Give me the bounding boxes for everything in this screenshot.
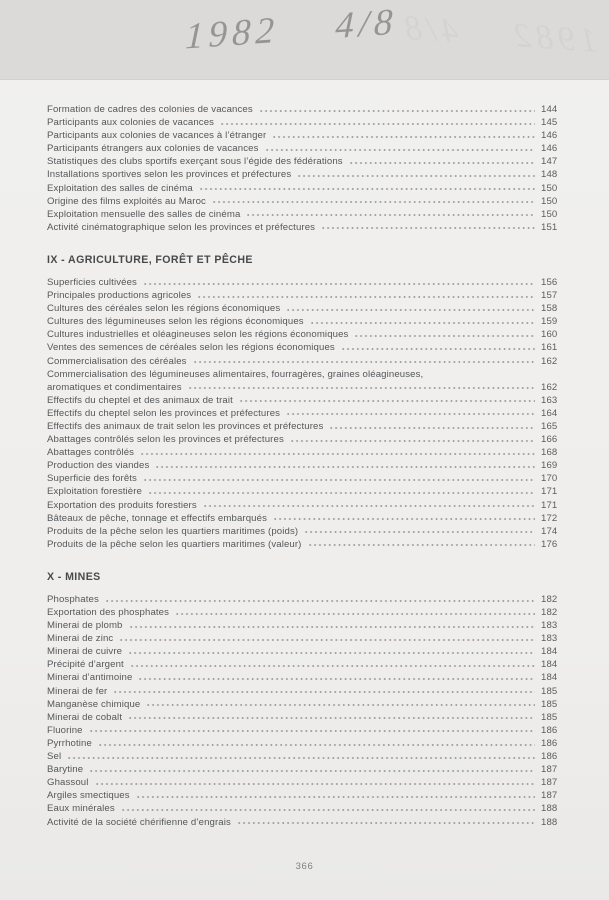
toc-entry-page: 174 — [541, 525, 558, 537]
toc-entry-page: 147 — [541, 156, 558, 168]
dot-leader — [129, 652, 535, 654]
toc-entry-page: 185 — [541, 685, 558, 697]
toc-entry — [47, 420, 567, 433]
toc-entry — [47, 776, 567, 789]
dot-leader — [147, 704, 535, 706]
toc-entry-title: Phosphates — [47, 593, 99, 605]
toc-entry-page: 182 — [541, 607, 558, 618]
toc-entry-title: Commercialisation des céréales — [47, 355, 187, 367]
toc-entry — [47, 195, 567, 208]
dot-leader — [355, 335, 535, 337]
toc-entry-title: Principales productions agricoles — [47, 290, 192, 302]
dot-leader — [149, 492, 535, 494]
dot-leader — [176, 613, 535, 615]
toc-entry — [47, 155, 567, 168]
dot-leader — [287, 413, 535, 415]
dot-leader — [213, 201, 535, 203]
toc-entry — [47, 538, 567, 551]
toc-entry-page: 185 — [541, 698, 558, 710]
toc-entry-title: Superficies cultivées — [47, 276, 137, 288]
toc-entry-page: 188 — [541, 803, 558, 815]
toc-entry-page: 165 — [541, 420, 558, 432]
toc-entry-title: Commercialisation des légumineuses alimentaires, fourragères, graines oléagineuses, — [47, 368, 424, 380]
dot-leader — [221, 123, 535, 125]
toc-entry — [47, 750, 567, 763]
toc-entry-title: Exploitation forestière — [47, 486, 143, 498]
toc-entry — [47, 645, 567, 658]
toc-entry — [47, 499, 567, 512]
toc-entry-title: Minerai de zinc — [47, 633, 114, 645]
toc-entry-page: 158 — [541, 303, 558, 315]
page-number-footer: 366 — [295, 861, 314, 872]
toc-entry — [47, 593, 567, 606]
toc-entry-title: Participants aux colonies de vacances — [47, 117, 215, 129]
toc-entry — [47, 129, 567, 142]
toc-entry — [47, 685, 567, 698]
dot-leader — [156, 466, 535, 468]
dot-leader — [322, 227, 535, 229]
toc-entry-page: 166 — [541, 434, 558, 446]
toc-entry — [47, 168, 567, 181]
dot-leader — [141, 453, 535, 455]
toc-entry — [47, 525, 567, 538]
toc-entry — [47, 724, 567, 737]
toc-entry — [47, 802, 567, 815]
dot-leader — [137, 796, 535, 798]
toc-entry — [47, 407, 567, 420]
toc-entry-page: 144 — [541, 104, 558, 115]
toc-entry — [47, 341, 567, 354]
toc-entry-title: Activité cinématographique selon les provinces et préfectures — [47, 221, 316, 233]
toc-entry — [47, 276, 567, 289]
toc-entry — [47, 816, 567, 829]
toc-entry-title: Origine des films exploités au Maroc — [47, 195, 206, 207]
toc-entry-page: 150 — [541, 195, 558, 207]
toc-entry-title: Effectifs du cheptel selon les provinces et préfectures — [47, 407, 281, 419]
toc-entry-title: Exploitation des salles de cinéma — [47, 182, 193, 194]
dot-leader — [198, 296, 535, 298]
toc-entry-title: aromatiques et condimentaires — [47, 381, 182, 393]
toc-entry-page: 162 — [541, 355, 558, 367]
dot-leader — [139, 678, 535, 680]
toc-entry — [47, 355, 567, 368]
toc-entry-page: 176 — [541, 538, 558, 550]
toc-entry-title: Fluorine — [47, 724, 83, 736]
toc-entry — [47, 737, 567, 750]
toc-entry-title: Superficie des forêts — [47, 473, 137, 485]
section-heading: X - MINES — [47, 570, 101, 583]
toc-entry-title: Manganèse chimique — [47, 698, 141, 710]
toc-entry-page: 187 — [541, 777, 558, 789]
section-heading: IX - AGRICULTURE, FORÊT ET PÊCHE — [47, 253, 253, 266]
toc-entry — [47, 142, 567, 155]
toc-entry — [47, 459, 567, 472]
toc-entry-title: Sel — [47, 751, 62, 763]
toc-entry-title: Exploitation mensuelle des salles de cinéma — [47, 208, 241, 220]
toc-entry-title: Effectifs des animaux de trait selon les provinces et préfectures — [47, 420, 324, 432]
dot-leader — [291, 440, 535, 442]
toc-entry — [47, 763, 567, 776]
toc-entry — [47, 182, 567, 195]
toc-entry-page: 151 — [541, 221, 558, 233]
dot-leader — [274, 518, 535, 520]
toc-entry-page: 183 — [541, 620, 558, 632]
toc-entry — [47, 711, 567, 724]
toc-entry — [47, 632, 567, 645]
toc-entry — [47, 433, 567, 446]
dot-leader — [189, 387, 535, 389]
toc-entry-page: 146 — [541, 143, 558, 155]
toc-entry-title: Installations sportives selon les provinces et préfectures — [47, 169, 292, 181]
dot-leader — [130, 626, 535, 628]
dot-leader — [266, 149, 536, 151]
toc — [47, 103, 567, 829]
toc-entry-title: Activité de la société chérifienne d’engrais — [47, 816, 231, 828]
toc-entry-page: 187 — [541, 764, 558, 776]
toc-entry-title: Cultures des céréales selon les régions économiques — [47, 303, 281, 315]
toc-entry-page: 169 — [541, 460, 558, 472]
toc-entry-page: 184 — [541, 672, 558, 684]
toc-entry-page: 146 — [541, 130, 558, 142]
toc-entry — [47, 103, 567, 116]
dot-leader — [90, 730, 535, 732]
toc-entry — [47, 446, 567, 459]
dot-leader — [131, 665, 535, 667]
toc-entry — [47, 289, 567, 302]
toc-entry-title: Formation de cadres des colonies de vacances — [47, 104, 253, 115]
toc-entry-title: Effectifs du cheptel et des animaux de trait — [47, 394, 233, 406]
dot-leader — [194, 361, 535, 363]
handwriting-ghost: 1982 4/8 — [399, 9, 598, 60]
dot-leader — [350, 162, 535, 164]
toc-entry-page: 188 — [541, 816, 558, 828]
toc-entry-title: Minerai d’antimoine — [47, 672, 133, 684]
toc-entry-title: Ventes des semences de céréales selon les régions économiques — [47, 342, 335, 354]
dot-leader — [247, 214, 535, 216]
toc-entry-title: Abattages contrôlés — [47, 447, 135, 459]
toc-entry-title: Barytine — [47, 764, 84, 776]
toc-entry — [47, 606, 567, 619]
toc-entry-title: Produits de la pêche selon les quartiers maritimes (valeur) — [47, 538, 302, 550]
toc-entry — [47, 381, 567, 394]
toc-entry-title: Production des viandes — [47, 460, 150, 472]
toc-entry-title: Minerai de plomb — [47, 620, 123, 632]
toc-entry-page: 162 — [541, 381, 558, 393]
toc-entry-page: 148 — [541, 169, 558, 181]
toc-entry-title: Cultures des légumineuses selon les régions économiques — [47, 316, 304, 328]
toc-entry-page: 171 — [541, 499, 558, 511]
toc-entry-title: Argiles smectiques — [47, 790, 130, 802]
dot-leader — [144, 479, 535, 481]
toc-entry-page: 161 — [541, 342, 558, 354]
toc-entry — [47, 302, 567, 315]
dot-leader — [305, 531, 535, 533]
dot-leader — [96, 783, 536, 785]
toc-entry-page: 184 — [541, 646, 558, 658]
toc-entry-page: 185 — [541, 711, 558, 723]
dot-leader — [240, 400, 535, 402]
toc-entry — [47, 328, 567, 341]
toc-entry — [47, 658, 567, 671]
toc-entry — [47, 221, 567, 234]
toc-entry — [47, 116, 567, 129]
dot-leader — [309, 544, 536, 546]
toc-entry-page: 168 — [541, 447, 558, 459]
toc-entry — [47, 315, 567, 328]
toc-entry-title: Eaux minérales — [47, 803, 115, 815]
toc-entry-title: Pyrrhotine — [47, 737, 92, 749]
toc-entry — [47, 789, 567, 802]
toc-entry-title: Bâteaux de pêche, tonnage et effectifs embarqués — [47, 512, 267, 524]
dot-leader — [204, 505, 535, 507]
toc-entry-page: 160 — [541, 329, 558, 341]
toc-entry-title: Abattages contrôlés selon les provinces et préfectures — [47, 434, 284, 446]
dot-leader — [200, 188, 535, 190]
toc-entry — [47, 512, 567, 525]
toc-entry — [47, 394, 567, 407]
dot-leader — [99, 744, 535, 746]
toc-entry-page: 150 — [541, 182, 558, 194]
toc-entry-page: 187 — [541, 790, 558, 802]
dot-leader — [260, 110, 535, 112]
toc-entry-page: 183 — [541, 633, 558, 645]
toc-entry-title: Minerai de fer — [47, 685, 108, 697]
dot-leader — [287, 309, 535, 311]
toc-entry-title: Minerai de cobalt — [47, 711, 123, 723]
dot-leader — [68, 757, 535, 759]
toc-entry-page: 170 — [541, 473, 558, 485]
toc-entry — [47, 485, 567, 498]
dot-leader — [122, 809, 535, 811]
toc-entry-page: 156 — [541, 276, 558, 288]
dot-leader — [129, 717, 535, 719]
dot-leader — [342, 348, 535, 350]
toc-entry-page: 159 — [541, 316, 558, 328]
toc-entry — [47, 619, 567, 632]
toc-entry — [47, 472, 567, 485]
toc-entry-page: 150 — [541, 208, 558, 220]
toc-entry-title: Cultures industrielles et oléagineuses selon les régions économiques — [47, 329, 349, 341]
toc-entry-title: Exportation des phosphates — [47, 607, 170, 618]
toc-entry-title: Minerai de cuivre — [47, 646, 123, 658]
toc-entry-page: 145 — [541, 117, 558, 129]
dot-leader — [106, 600, 535, 602]
toc-entry-page: 186 — [541, 724, 558, 736]
toc-entry-page: 157 — [541, 290, 558, 302]
toc-entry-title: Exportation des produits forestiers — [47, 499, 197, 511]
dot-leader — [330, 427, 535, 429]
toc-entry-page: 186 — [541, 751, 558, 763]
handwriting-annotation: 1982 4/8 — [184, 1, 399, 58]
toc-entry — [47, 671, 567, 684]
toc-entry-page: 186 — [541, 737, 558, 749]
toc-entry-page: 172 — [541, 512, 558, 524]
toc-entry-page: 182 — [541, 593, 558, 605]
toc-entry-title: Participants aux colonies de vacances à l’étranger — [47, 130, 267, 142]
dot-leader — [298, 175, 535, 177]
toc-entry-title: Participants étrangers aux colonies de vacances — [47, 143, 259, 155]
dot-leader — [144, 283, 535, 285]
dot-leader — [90, 770, 535, 772]
toc-entry-title: Ghassoul — [47, 777, 89, 789]
dot-leader — [311, 322, 535, 324]
toc-entry — [47, 208, 567, 221]
dot-leader — [120, 639, 535, 641]
toc-entry-title: Statistiques des clubs sportifs exerçant sous l’égide des fédérations — [47, 156, 343, 168]
toc-entry-title: Produits de la pêche selon les quartiers maritimes (poids) — [47, 525, 299, 537]
toc-entry — [47, 368, 567, 381]
dot-leader — [238, 822, 535, 824]
toc-entry — [47, 698, 567, 711]
dot-leader — [273, 136, 535, 138]
toc-entry-page: 184 — [541, 659, 558, 671]
toc-entry-page: 163 — [541, 394, 558, 406]
toc-entry-title: Précipité d’argent — [47, 659, 124, 671]
toc-entry-page: 164 — [541, 407, 558, 419]
toc-entry-page: 171 — [541, 486, 558, 498]
dot-leader — [114, 691, 535, 693]
